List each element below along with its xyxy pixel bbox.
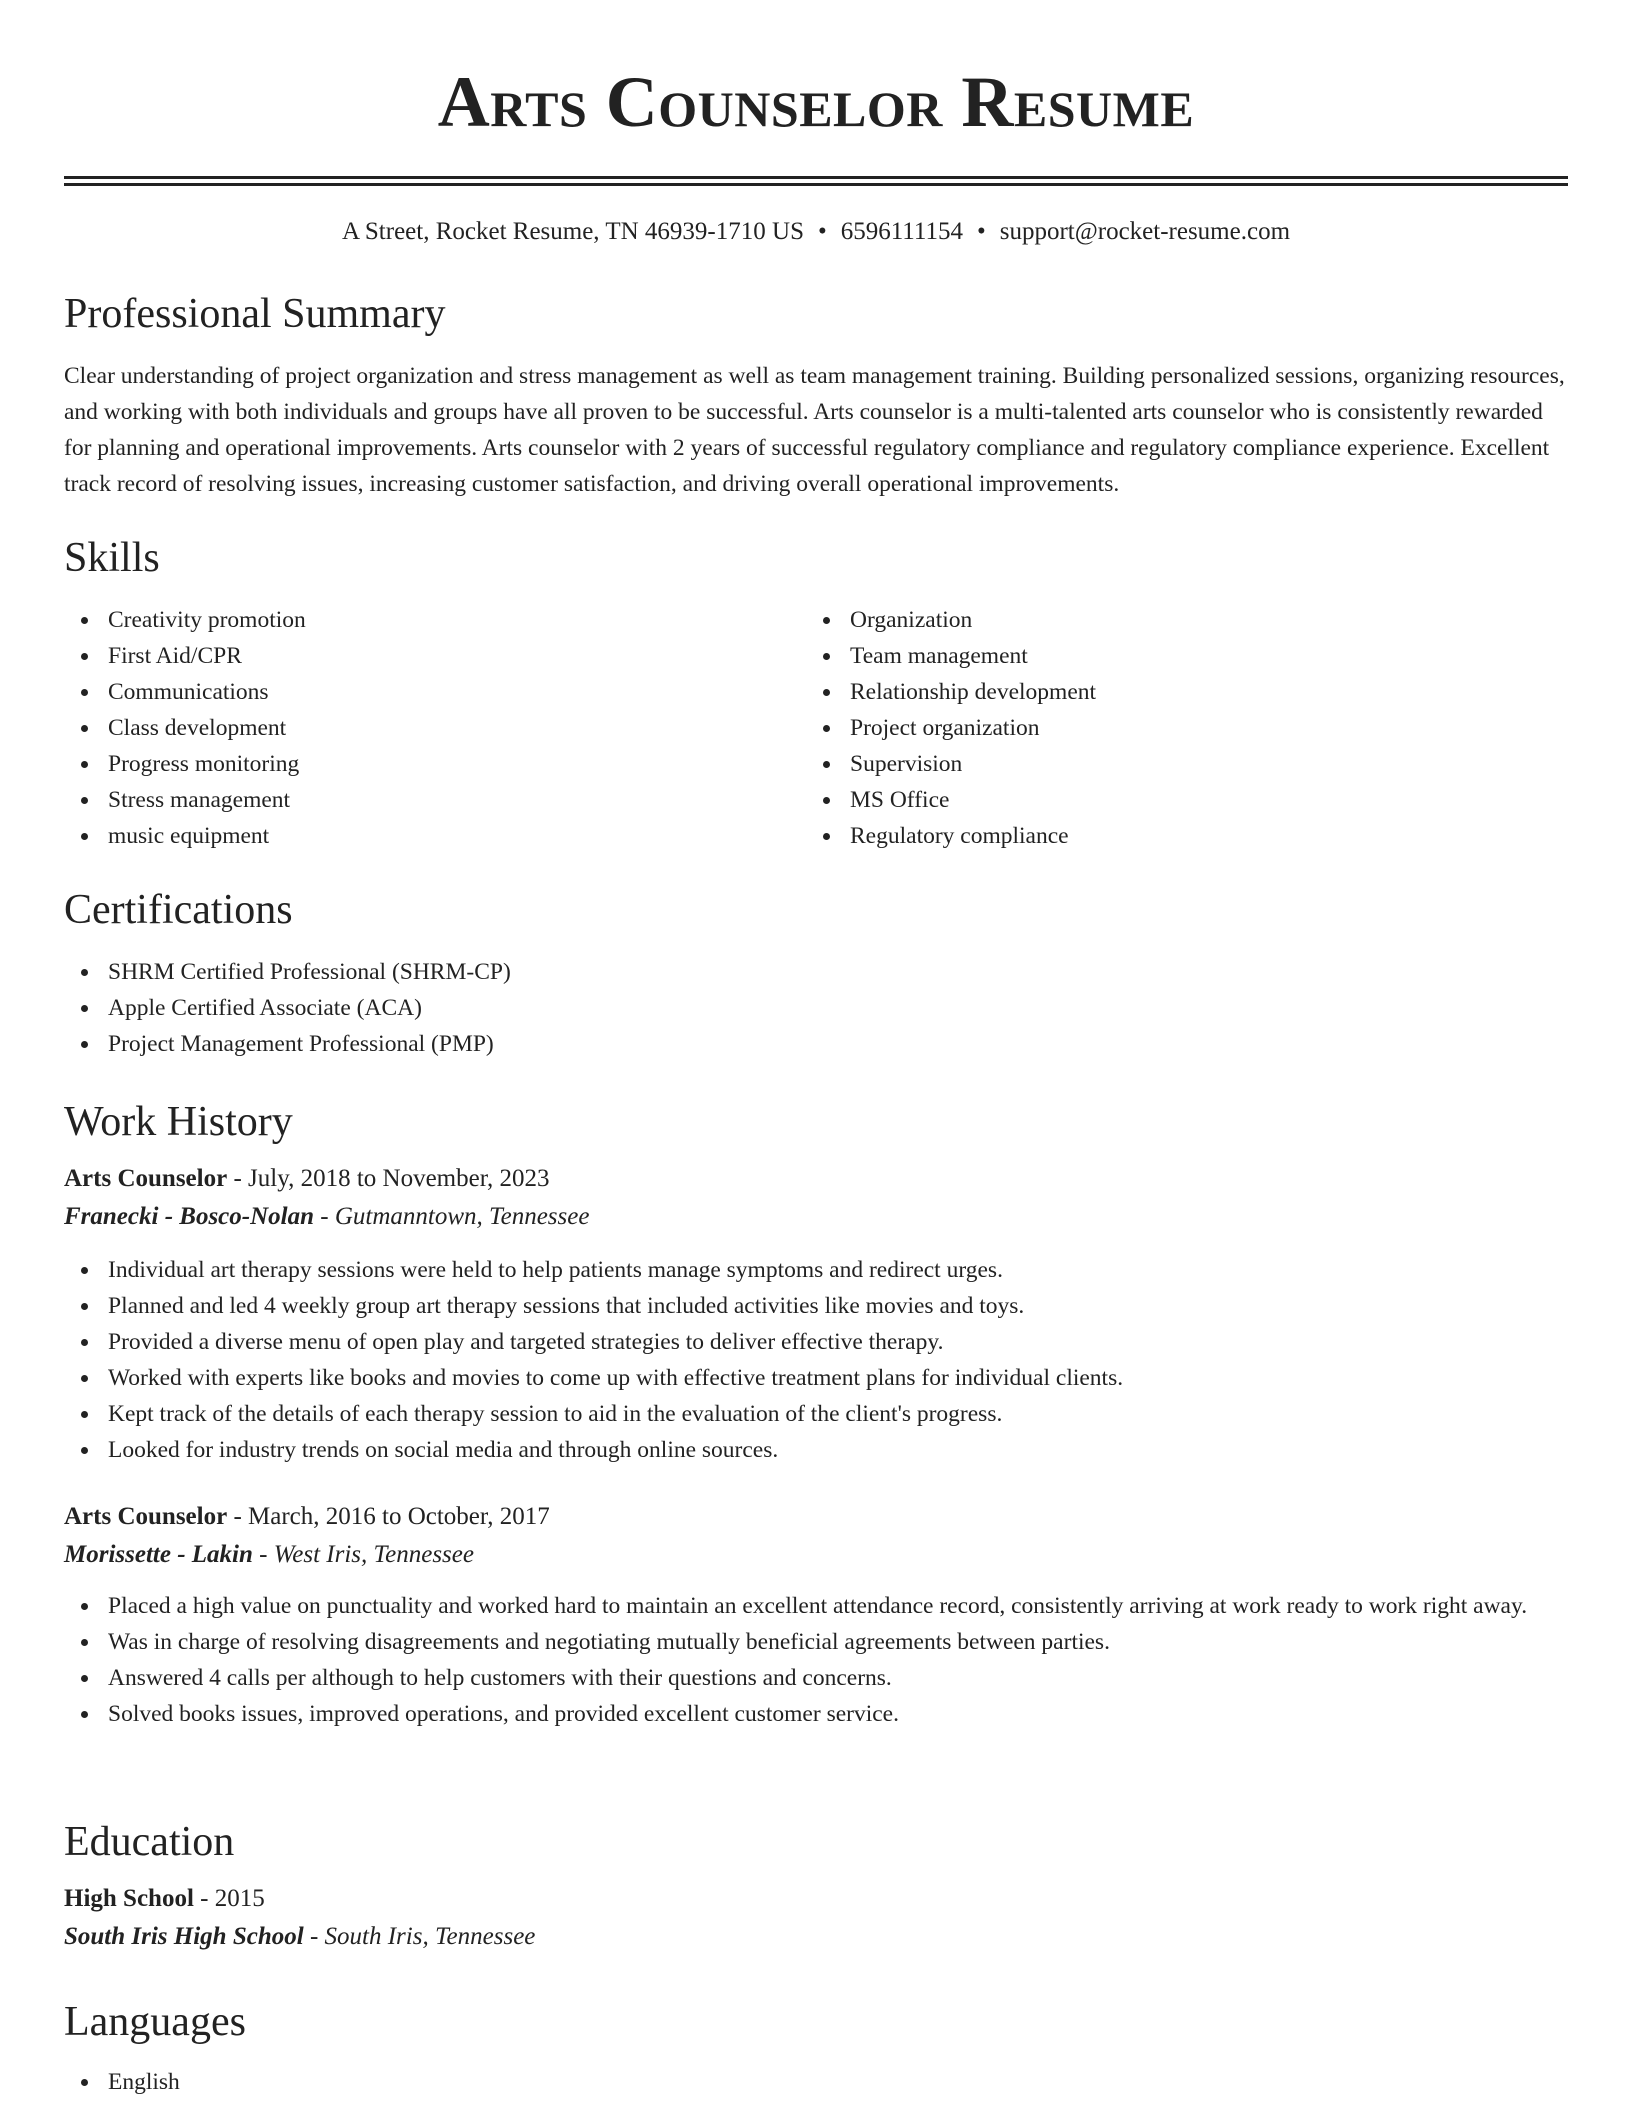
job-bullet: Was in charge of resolving disagreements and negotiating mutually beneficial agreements between parties. — [64, 1624, 1568, 1660]
skill-item: Relationship development — [806, 674, 1548, 710]
job-bullet: Worked with experts like books and movies to come up with effective treatment plans for individual clients. — [64, 1360, 1568, 1396]
contact-line — [64, 216, 1568, 248]
skill-item: Supervision — [806, 746, 1548, 782]
contact-address: A Street, Rocket Resume, TN 46939-1710 US — [341, 218, 804, 245]
job-bullet: Individual art therapy sessions were held to help patients manage symptoms and redirect urges. — [64, 1252, 1568, 1288]
resume-page — [64, 0, 1568, 2095]
job-bullets — [64, 1252, 1568, 1468]
job-title-line — [64, 1160, 1568, 1198]
education-section — [64, 1818, 1568, 1956]
language-item: English — [64, 2064, 1568, 2100]
education-location: - South Iris, Tennessee — [303, 1923, 536, 1950]
skill-item: Team management — [806, 638, 1548, 674]
work-history-heading: Work History — [64, 1099, 293, 1145]
skill-item: MS Office — [806, 782, 1548, 818]
skill-item: Stress management — [64, 782, 806, 818]
skill-item: Creativity promotion — [64, 602, 806, 638]
certifications-list — [64, 954, 1568, 1062]
education-heading: Education — [64, 1819, 235, 1865]
education-school: South Iris High School — [64, 1923, 304, 1950]
skills-heading: Skills — [64, 535, 160, 581]
education-year: - 2015 — [193, 1885, 265, 1912]
job-title: Arts Counselor — [64, 1503, 228, 1530]
skill-item: Class development — [64, 710, 806, 746]
skill-item: First Aid/CPR — [64, 638, 806, 674]
skill-item: Progress monitoring — [64, 746, 806, 782]
job-bullet: Planned and led 4 weekly group art therapy sessions that included activities like movies and toys. — [64, 1288, 1568, 1324]
job-entry — [64, 1160, 1568, 1468]
title-divider — [64, 176, 1568, 186]
skill-item: Regulatory compliance — [806, 818, 1548, 854]
resume-title: Arts Counselor Resume — [437, 62, 1195, 142]
job-bullet: Looked for industry trends on social media and through online sources. — [64, 1432, 1568, 1468]
contact-separator: • — [817, 218, 827, 245]
summary-text: Clear understanding of project organization and stress management as well as team management training. Building personalized sessions, organizing resources, and working with both individuals and groups have all proven to be successful. Arts counselor is a multi-talented arts counselor who is consistently rewarded for planning and operational improvements. Arts counselor with 2 years of successful regulatory compliance and regulatory compliance experience. Excellent track record of resolving issues, increasing customer satisfaction, and driving overall operational improvements. — [64, 363, 1565, 497]
job-dates: - March, 2016 to October, 2017 — [227, 1503, 550, 1530]
skill-item: music equipment — [64, 818, 806, 854]
job-location: - West Iris, Tennessee — [252, 1541, 474, 1568]
job-company-line — [64, 1198, 1568, 1236]
job-dates: - July, 2018 to November, 2023 — [227, 1165, 550, 1192]
job-entry — [64, 1498, 1568, 1732]
job-bullet: Solved books issues, improved operations, and provided excellent customer service. — [64, 1696, 1568, 1732]
job-bullet: Answered 4 calls per although to help customers with their questions and concerns. — [64, 1660, 1568, 1696]
certifications-heading: Certifications — [64, 887, 293, 933]
work-history-section — [64, 1098, 1568, 1732]
skills-list-left — [64, 602, 806, 854]
skill-item: Organization — [806, 602, 1548, 638]
certifications-section — [64, 886, 1568, 1062]
job-company: Morissette - Lakin — [64, 1541, 253, 1568]
job-location: - Gutmanntown, Tennessee — [314, 1203, 590, 1230]
job-bullet: Provided a diverse menu of open play and targeted strategies to deliver effective therapy. — [64, 1324, 1568, 1360]
languages-list — [64, 2064, 1568, 2100]
job-title: Arts Counselor — [64, 1165, 228, 1192]
contact-email: support@rocket-resume.com — [999, 218, 1291, 245]
job-title-line — [64, 1498, 1568, 1536]
summary-section — [64, 290, 1568, 502]
certification-item: SHRM Certified Professional (SHRM-CP) — [64, 954, 1568, 990]
education-degree-line — [64, 1880, 1568, 1918]
certification-item: Apple Certified Associate (ACA) — [64, 990, 1568, 1026]
job-bullet: Kept track of the details of each therapy session to aid in the evaluation of the client's progress. — [64, 1396, 1568, 1432]
skill-item: Project organization — [806, 710, 1548, 746]
contact-phone: 6596111154 — [840, 218, 963, 245]
skill-item: Communications — [64, 674, 806, 710]
education-school-line — [64, 1918, 1568, 1956]
skills-list-right — [806, 602, 1548, 854]
education-degree: High School — [64, 1885, 194, 1912]
languages-section — [64, 1998, 1568, 2100]
languages-heading: Languages — [64, 1999, 246, 2045]
job-company-line — [64, 1536, 1568, 1574]
job-bullet: Placed a high value on punctuality and worked hard to maintain an excellent attendance record, consistently arriving at work ready to work right away. — [64, 1588, 1568, 1624]
summary-heading: Professional Summary — [64, 291, 446, 337]
contact-separator: • — [976, 218, 986, 245]
certification-item: Project Management Professional (PMP) — [64, 1026, 1568, 1062]
job-bullets — [64, 1588, 1568, 1732]
skills-section — [64, 534, 1568, 854]
job-company: Franecki - Bosco-Nolan — [64, 1203, 314, 1230]
